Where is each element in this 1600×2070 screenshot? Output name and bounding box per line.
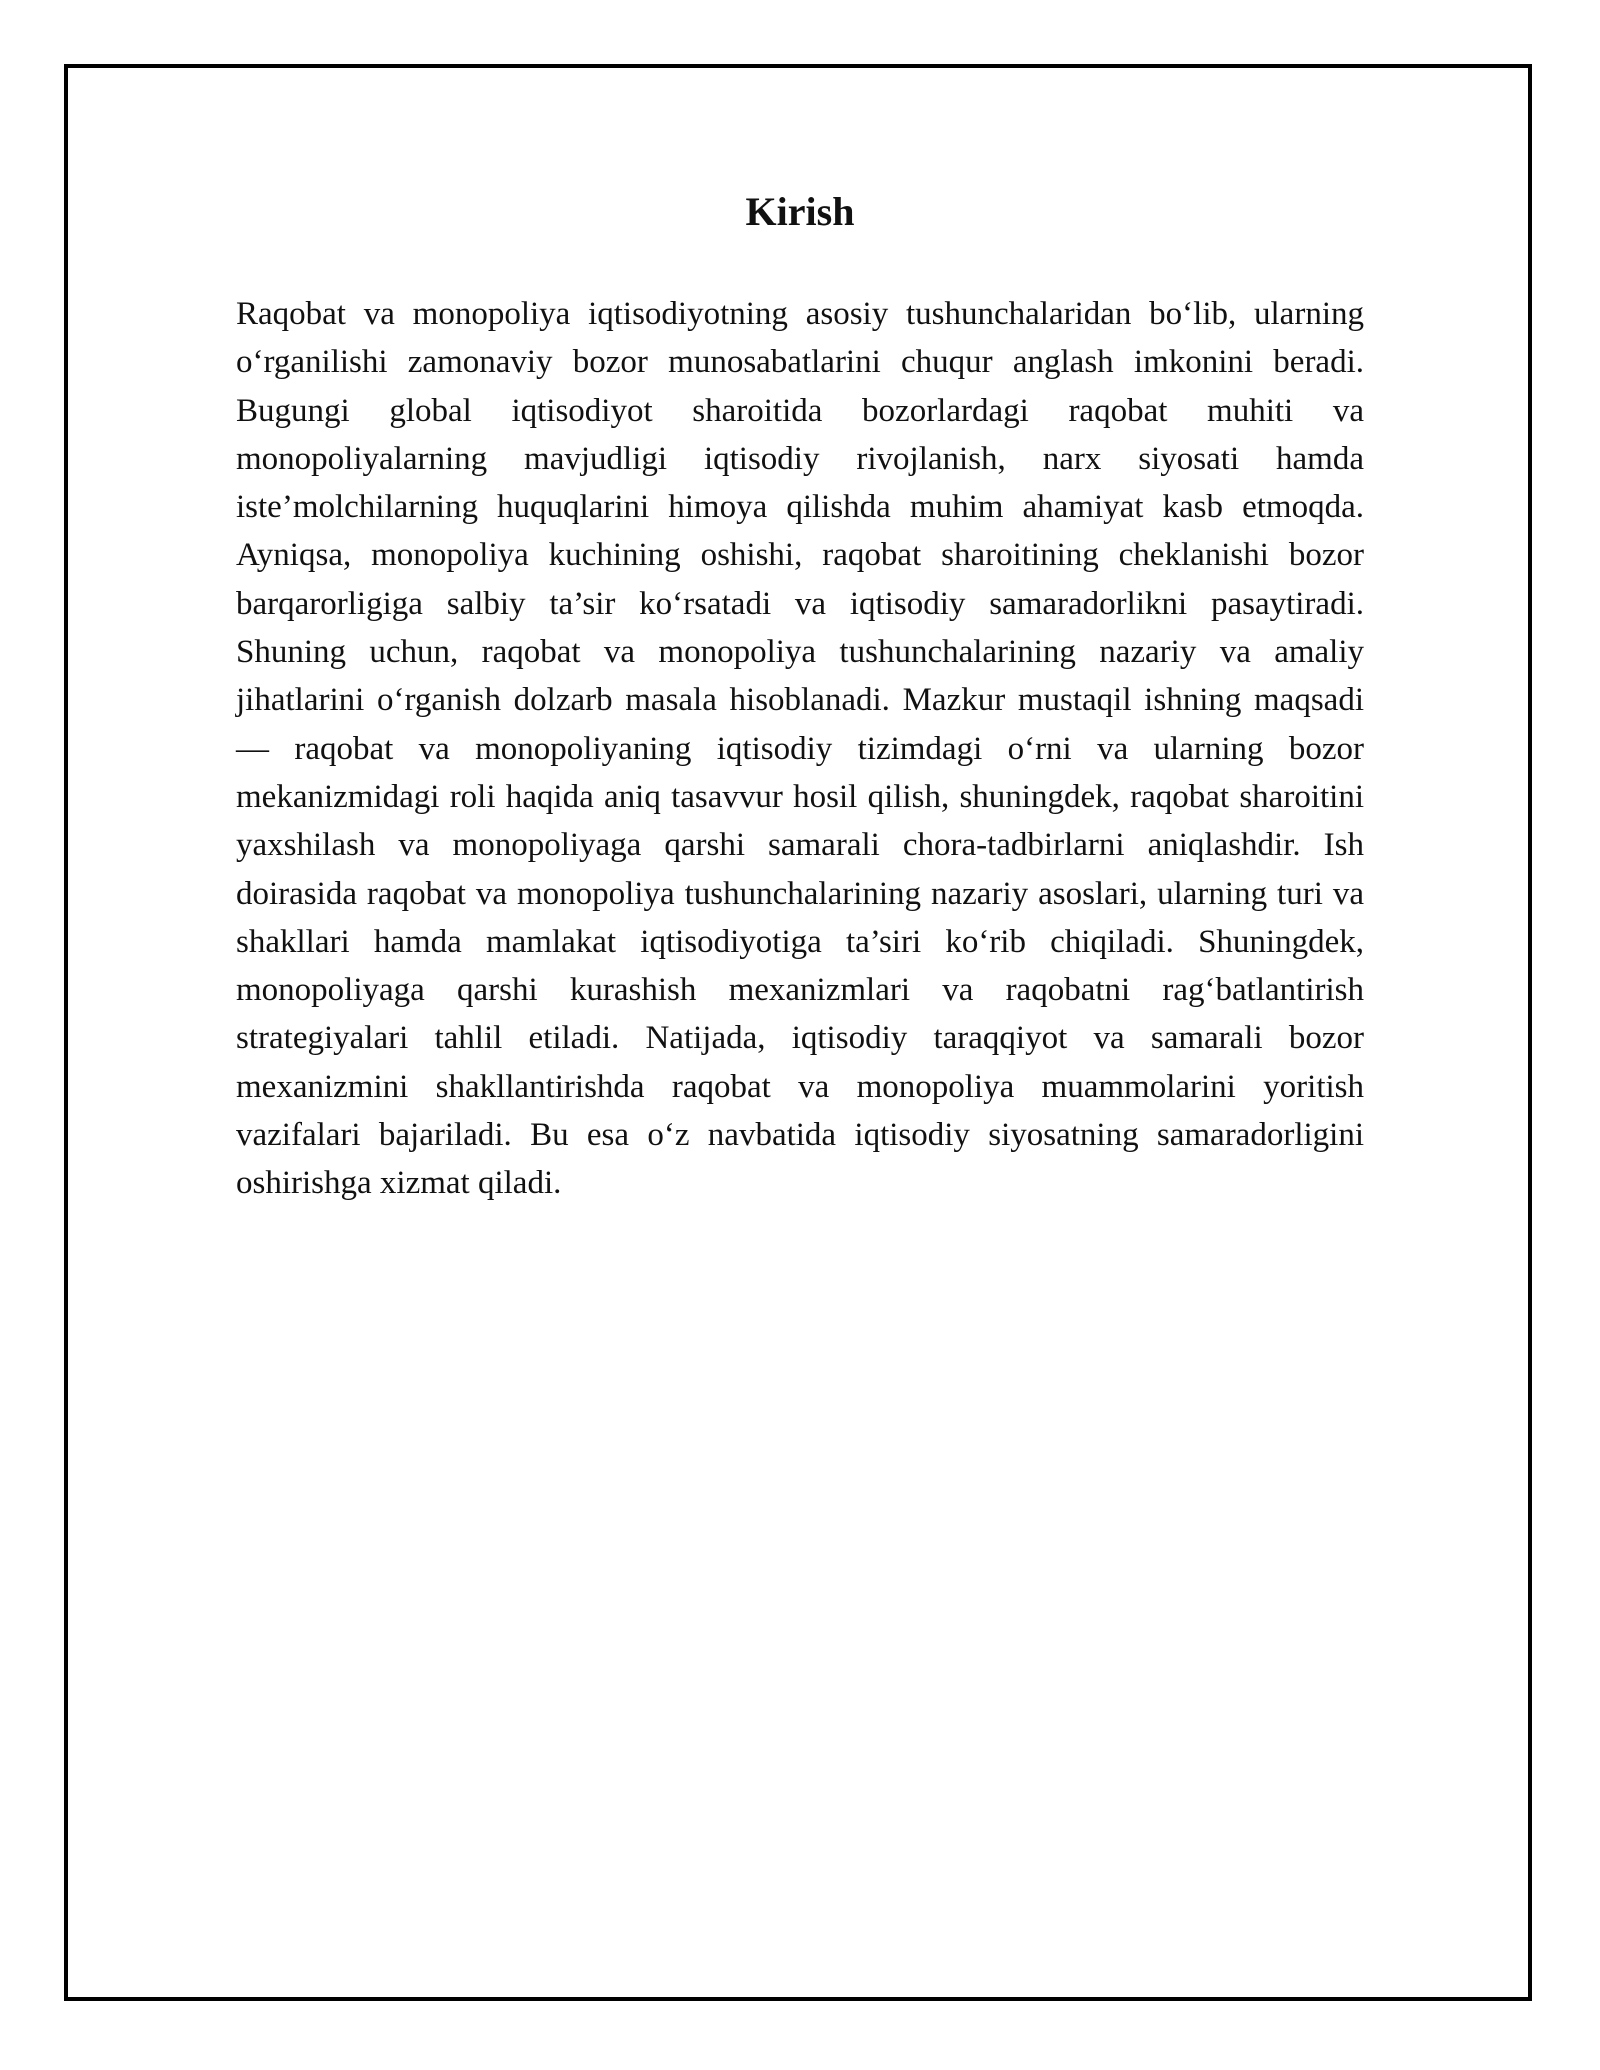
page-title: Kirish (745, 189, 855, 234)
body-paragraph: Raqobat va monopoliya iqtisodiyotning asosiy tushunchalaridan bo‘lib, ularning o‘rganilishi zamonaviy bozor munosabatlarini chuqur anglash imkonini beradi. Bugungi global iqtisodiyot sharoitida bozorlardagi raqobat muhiti va monopoliyalarning mavjudligi iqtisodiy rivojlanish, narx siyosati hamda iste’molchilarning huquqlarini himoya qilishda muhim ahamiyat kasb etmoqda. Ayniqsa, monopoliya kuchining oshishi, raqobat sharoitining cheklanishi bozor barqarorligiga salbiy ta’sir ko‘rsatadi va iqtisodiy samaradorlikni pasaytiradi. Shuning uchun, raqobat va monopoliya tushunchalarining nazariy va amaliy jihatlarini o‘rganish dolzarb masala hisoblanadi. Mazkur mustaqil ishning maqsadi — raqobat va monopoliyaning iqtisodiy tizimdagi o‘rni va ularning bozor mekanizmidagi roli haqida aniq tasavvur hosil qilish, shuningdek, raqobat sharoitini yaxshilash va monopoliyaga qarshi samarali chora-tadbirlarni aniqlashdir. Ish doirasida raqobat va monopoliya tushunchalarining nazariy asoslari, ularning turi va shakllari hamda mamlakat iqtisodiyotiga ta’siri ko‘rib chiqiladi. Shuningdek, monopoliyaga qarshi kurashish mexanizmlari va raqobatni rag‘batlantirish strategiyalari tahlil etiladi. Natijada, iqtisodiy taraqqiyot va samarali bozor mexanizmini shakllantirishda raqobat va monopoliya muammolarini yoritish vazifalari bajariladi. Bu esa o‘z navbatida iqtisodiy siyosatning samaradorligini oshirishga xizmat qiladi. (236, 296, 1364, 1202)
